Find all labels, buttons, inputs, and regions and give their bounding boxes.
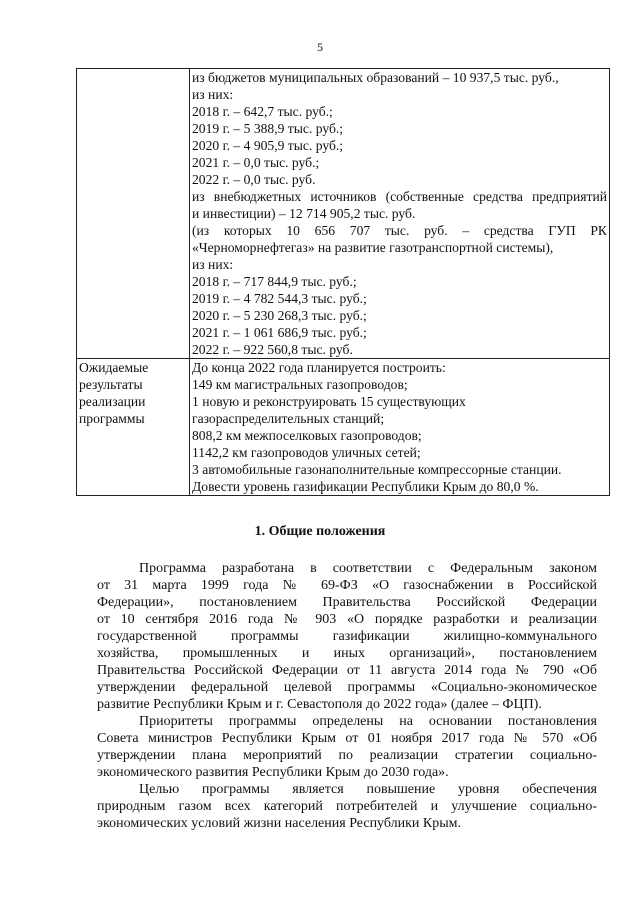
paragraph-line: экономического развития Республики Крым до 2030 года».	[97, 765, 449, 780]
table-label-line: результаты	[79, 377, 143, 392]
table-label-line: программы	[79, 411, 145, 426]
table-line: 3 автомобильные газонаполнительные компрессорные станции.	[192, 462, 562, 477]
table-line: 2018 г. – 717 844,9 тыс. руб.;	[192, 274, 357, 289]
paragraph-line: утверждении федеральной целевой программы «Социально-экономическое	[97, 680, 597, 695]
paragraph-line: Целью программы является повышение уровня обеспечения	[139, 782, 597, 797]
table-line: (из которых 10 656 707 тыс. руб. – средства ГУП РК	[192, 223, 607, 238]
paragraph	[97, 781, 597, 832]
paragraph-line: утверждении плана мероприятий по реализации стратегии социально-	[97, 748, 597, 763]
table-line: 2021 г. – 1 061 686,9 тыс. руб.;	[192, 325, 367, 340]
table-line: До конца 2022 года планируется построить:	[192, 360, 446, 375]
program-passport-table	[76, 68, 610, 496]
table-line: из них:	[192, 87, 234, 102]
table-line: 1142,2 км газопроводов уличных сетей;	[192, 445, 421, 460]
paragraph-line: природным газом всех категорий потребителей и улучшение социально-	[97, 799, 597, 814]
paragraph-line: экономических условий жизни населения Республики Крым.	[97, 816, 462, 831]
table-label-line: Ожидаемые	[79, 360, 149, 375]
table-line: «Черноморнефтегаз» на развитие газотранспортной системы),	[192, 240, 554, 255]
table-row	[77, 69, 610, 359]
table-line: 2019 г. – 5 388,9 тыс. руб.;	[192, 121, 344, 136]
table-line: 2022 г. – 0,0 тыс. руб.	[192, 172, 316, 187]
table-label-cell	[77, 359, 190, 496]
table-line: 2020 г. – 4 905,9 тыс. руб.;	[192, 138, 344, 153]
paragraph-line: Программа разработана в соответствии с Федеральным законом	[139, 561, 597, 576]
table-row	[77, 359, 610, 496]
table-line: и инвестиции) – 12 714 905,2 тыс. руб.	[192, 206, 416, 221]
paragraph-line: от 31 марта 1999 года № 69-ФЗ «О газоснабжении в Российской	[97, 578, 597, 593]
page-number: 5	[317, 40, 323, 54]
paragraph-line: государственной программы газификации жилищно-коммунального	[97, 629, 597, 644]
table-value-cell	[190, 69, 610, 359]
table-line: 2019 г. – 4 782 544,3 тыс. руб.;	[192, 291, 367, 306]
paragraph-line: Приоритеты программы определены на основании постановления	[139, 714, 597, 729]
table-line: из внебюджетных источников (собственные средства предприятий	[192, 189, 607, 204]
table-line: 2020 г. – 5 230 268,3 тыс. руб.;	[192, 308, 367, 323]
table-label-line: реализации	[79, 394, 146, 409]
table-line: 2018 г. – 642,7 тыс. руб.;	[192, 104, 333, 119]
section-heading: 1. Общие положения	[254, 524, 386, 539]
table-line: Довести уровень газификации Республики Крым до 80,0 %.	[192, 479, 539, 494]
paragraph	[97, 713, 597, 781]
table-line: 1 новую и реконструировать 15 существующих	[192, 394, 466, 409]
paragraph-line: Правительства Российской Федерации от 11 августа 2014 года № 790 «Об	[97, 663, 597, 678]
table-line: газораспределительных станций;	[192, 411, 385, 426]
table-line: 808,2 км межпоселковых газопроводов;	[192, 428, 422, 443]
paragraph-line: хозяйства, промышленных и иных организаций», постановлением	[97, 646, 597, 661]
paragraph-line: Совета министров Республики Крым от 01 ноября 2017 года № 570 «Об	[97, 731, 597, 746]
table-label-cell	[77, 69, 190, 359]
table-line: из них:	[192, 257, 234, 272]
table-line: 149 км магистральных газопроводов;	[192, 377, 408, 392]
paragraph	[97, 560, 597, 713]
table-line: 2022 г. – 922 560,8 тыс. руб.	[192, 342, 353, 357]
table-line: 2021 г. – 0,0 тыс. руб.;	[192, 155, 320, 170]
paragraph-line: развитие Республики Крым и г. Севастополя до 2022 года» (далее – ФЦП).	[97, 697, 542, 712]
paragraph-line: от 10 сентября 2016 года № 903 «О порядке разработки и реализации	[97, 612, 597, 627]
table-value-cell	[190, 359, 610, 496]
section-body	[97, 560, 597, 832]
table-line: из бюджетов муниципальных образований – 10 937,5 тыс. руб.,	[192, 70, 559, 85]
paragraph-line: Федерации», постановлением Правительства Российской Федерации	[97, 595, 597, 610]
